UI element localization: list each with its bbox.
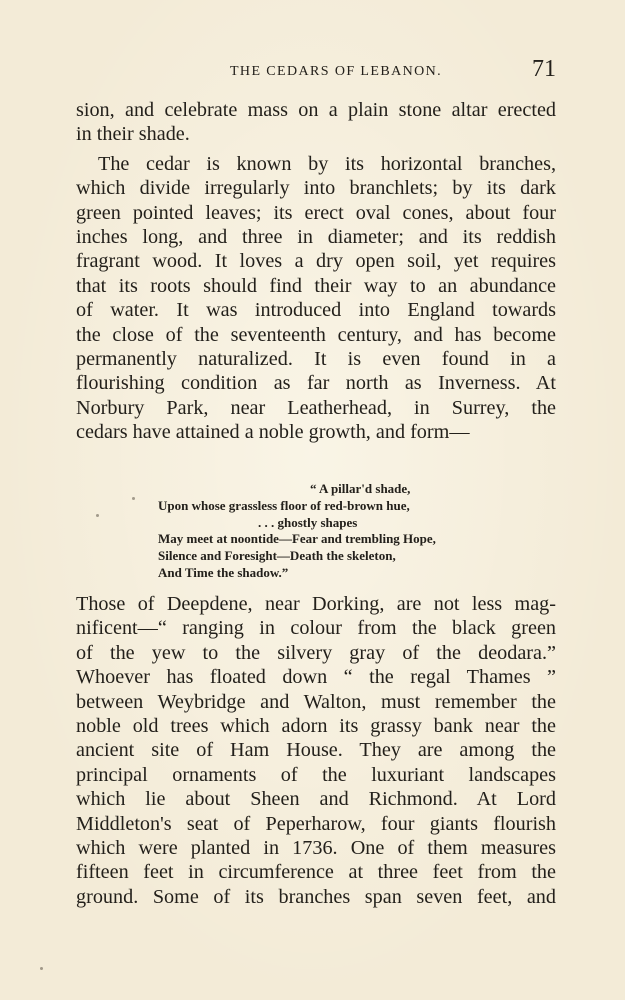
text-line: flourishing condition as far north as Inverness. At (76, 372, 556, 395)
poem-quotation (158, 481, 436, 582)
text-line: which were planted in 1736. One of them measures (76, 836, 556, 859)
text-line: in their shade. (76, 123, 190, 146)
text-line: noble old trees which adorn its grassy bank near the (76, 714, 556, 737)
page-number: 71 (532, 56, 556, 82)
text-line: fragrant wood. It loves a dry open soil, yet requires (76, 250, 556, 273)
poem-line: Silence and Foresight—Death the skeleton, (158, 548, 396, 564)
paragraph-deepdene (76, 592, 556, 909)
paper-speck (96, 514, 99, 517)
page-header (76, 56, 556, 90)
text-line: principal ornaments of the luxuriant landscapes (76, 763, 556, 786)
text-line: inches long, and three in diameter; and its reddish (76, 225, 556, 248)
paper-speck (40, 967, 43, 970)
text-line: cedars have attained a noble growth, and form— (76, 421, 470, 444)
text-line: of water. It was introduced into England towards (76, 299, 556, 322)
text-line: Middleton's seat of Peperharow, four giants flourish (76, 812, 556, 835)
text-line: nificent—“ ranging in colour from the black green (76, 617, 556, 640)
paper-speck (132, 497, 135, 500)
text-line: Those of Deepdene, near Dorking, are not less mag- (76, 593, 556, 615)
text-line: Whoever has floated down “ the regal Thames ” (76, 666, 556, 689)
text-line: green pointed leaves; its erect oval cones, about four (76, 201, 556, 224)
running-title: THE CEDARS OF LEBANON. (229, 64, 443, 79)
paragraph-continuation (76, 98, 556, 147)
text-line: ancient site of Ham House. They are among the (76, 739, 556, 762)
paragraph-cedar-description (76, 152, 556, 445)
text-line: that its roots should find their way to an abundance (76, 274, 556, 297)
text-line: sion, and celebrate mass on a plain stone altar erected (76, 99, 556, 121)
poem-line: . . . ghostly shapes (258, 514, 358, 530)
poem-line: And Time the shadow.” (158, 564, 289, 580)
poem-line: “ A pillar'd shade, (310, 481, 411, 496)
body-text (76, 98, 556, 444)
text-line: the close of the seventeenth century, and has become (76, 323, 556, 346)
text-line: which divide irregularly into branchlets; by its dark (76, 177, 556, 200)
text-line: The cedar is known by its horizontal branches, (98, 152, 556, 175)
text-line: between Weybridge and Walton, must remember the (76, 690, 556, 713)
text-line: permanently naturalized. It is even found in a (76, 347, 556, 370)
text-line: fifteen feet in circumference at three feet from the (76, 861, 556, 884)
text-line: which lie about Sheen and Richmond. At Lord (76, 788, 556, 811)
text-line: of the yew to the silvery gray of the deodara.” (76, 641, 556, 664)
poem-line: Upon whose grassless floor of red-brown hue, (158, 497, 410, 513)
text-line: ground. Some of its branches span seven feet, and (76, 885, 556, 908)
poem-line: May meet at noontide—Fear and trembling Hope, (158, 531, 436, 547)
text-line: Norbury Park, near Leatherhead, in Surrey, the (76, 396, 556, 419)
